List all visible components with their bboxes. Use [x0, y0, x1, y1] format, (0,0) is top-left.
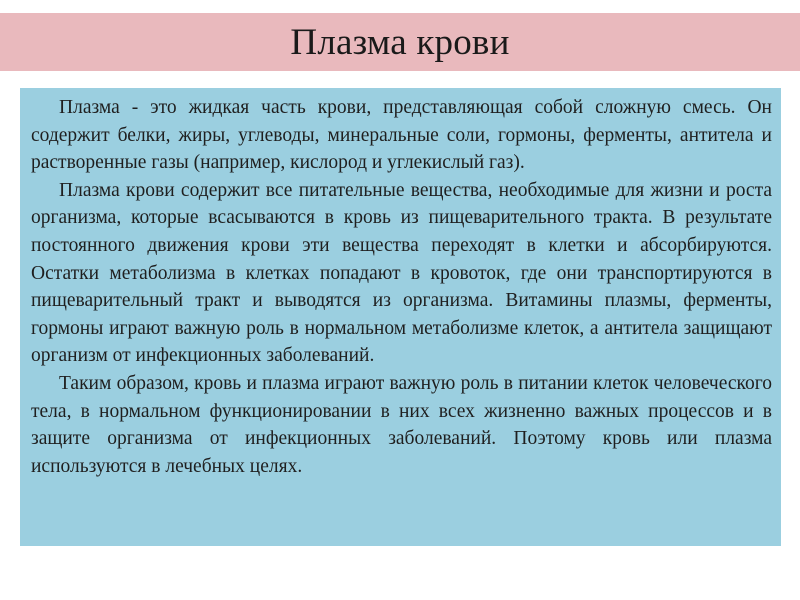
paragraph-2: Плазма крови содержит все питательные вещества, необходимые для жизни и роста организма, которые всасываются в кровь из пищеварительного тракта. В результате постоянного движения крови эти вещества переходят в клетки и абсорбируются. Остатки метаболизма в клетках попадают в кровоток, где они транспортируются в пищеварительный тракт и выводятся из организма. Витамины плазмы, ферменты, гормоны играют важную роль в нормальном метаболизме клеток, а антитела защищают организм от инфекционных заболеваний. — [31, 179, 772, 367]
content-box — [20, 88, 781, 546]
slide-title: Плазма крови — [290, 21, 510, 63]
title-band — [0, 13, 800, 71]
paragraph-3: Таким образом, кровь и плазма играют важную роль в питании клеток человеческого тела, в нормальном функционировании в них всех жизненно важных процессов и в защите организма от инфекционных заболеваний. Поэтому кровь или плазма используются в лечебных целях. — [31, 372, 772, 477]
paragraph-1: Плазма - это жидкая часть крови, представляющая собой сложную смесь. Он содержит белки, жиры, углеводы, минеральные соли, гормоны, ферменты, антитела и растворенные газы (например, кислород и углекислый газ). — [31, 97, 772, 174]
